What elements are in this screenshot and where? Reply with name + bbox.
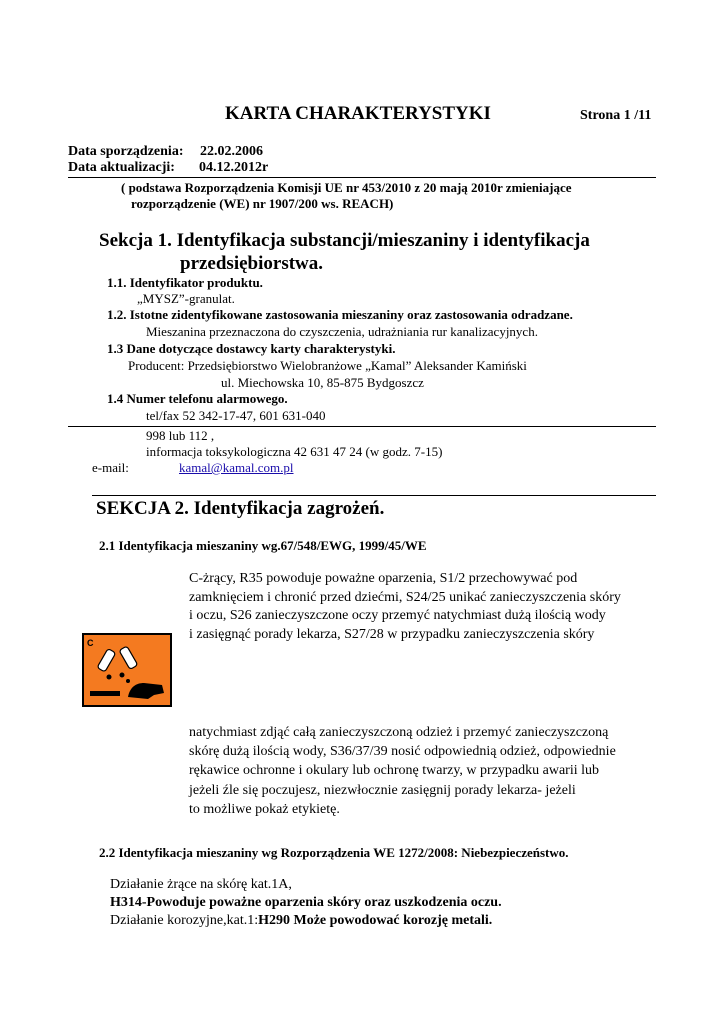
s1-2-title: 1.2. Istotne zidentyfikowane zastosowania mieszaniny oraz zastosowania odradzane.: [107, 307, 573, 322]
basis-line-2: rozporządzenie (WE) nr 1907/200 ws. REACH): [131, 196, 394, 211]
page-number: Strona 1 /11: [580, 108, 652, 123]
emergency-number: 998 lub 112 ,: [146, 428, 215, 443]
phone: tel/fax 52 342-17-47, 601 631-040: [146, 408, 326, 423]
s1-1-title: 1.1. Identyfikator produktu.: [107, 275, 263, 290]
date-updated-label: Data aktualizacji:: [68, 160, 175, 175]
hazard-paragraph-2: natychmiast zdjąć całą zanieczyszczoną odzież i przemyć zanieczyszczoną skórę dużą ilością wody, S36/37/39 nosić odpowiednią odzież, odpowiednie rękawice ochronne i okulary lub ochronę twarzy, w przypadku awarii lub jeżeli źle się poczujesz, niezwłocznie zasięgnij porady lekarza- jeżeli to możliwe pokaż etykietę.: [189, 725, 616, 817]
section1-heading-line1: Sekcja 1. Identyfikacja substancji/mieszaniny i identyfikacja: [99, 230, 590, 251]
toxicology-info: informacja toksykologiczna 42 631 47 24 (w godz. 7-15): [146, 444, 443, 459]
hazard-letter: C: [87, 638, 94, 648]
s1-2-text: Mieszanina przeznaczona do czyszczenia, udrażniania rur kanalizacyjnych.: [146, 324, 538, 339]
h290-statement: H290 Może powodować korozję metali.: [258, 913, 493, 928]
divider: [92, 495, 656, 496]
skin-corrosion-line: Działanie żrące na skórę kat.1A,: [110, 877, 292, 892]
s2-2-title: 2.2 Identyfikacja mieszaniny wg Rozporządzenia WE 1272/2008: Niebezpieczeństwo.: [99, 845, 569, 860]
corrosive-metals-line: Działanie korozyjne,kat.1:H290 Może powodować korozję metali.: [110, 913, 493, 928]
s1-4-title: 1.4 Numer telefonu alarmowego.: [107, 391, 288, 406]
document-title: KARTA CHARAKTERYSTYKI: [225, 103, 491, 124]
s1-3-title: 1.3 Dane dotyczące dostawcy karty charakterystyki.: [107, 341, 396, 356]
section2-heading: SEKCJA 2. Identyfikacja zagrożeń.: [96, 498, 385, 519]
date-created-value: 22.02.2006: [200, 144, 263, 159]
producer: Producent: Przedsiębiorstwo Wielobranżowe „Kamal” Aleksander Kamiński: [128, 358, 527, 373]
basis-line-1: ( podstawa Rozporządzenia Komisji UE nr 453/2010 z 20 mają 2010r zmieniające: [121, 180, 572, 195]
s1-1-text: „MYSZ”-granulat.: [137, 291, 235, 306]
divider: [68, 426, 656, 427]
corrosive-hazard-icon: [82, 633, 172, 707]
date-updated-value: 04.12.2012r: [199, 160, 269, 175]
email-label: e-mail:: [92, 460, 129, 475]
hazard-paragraph-1: C-żrący, R35 powoduje poważne oparzenia, S1/2 przechowywać pod zamknięciem i chronić przed dziećmi, S24/25 unikać zanieczyszczenia skóry i oczu, S26 zanieczyszczone oczy przemyć natychmiast dużą ilością wody i zasięgnąć porady lekarza, S27/28 w przypadku zanieczyszczenia skóry: [189, 571, 621, 642]
email-link[interactable]: kamal@kamal.com.pl: [179, 460, 294, 475]
h314-statement: H314-Powoduje poważne oparzenia skóry oraz uszkodzenia oczu.: [110, 895, 502, 910]
date-created-label: Data sporządzenia:: [68, 144, 184, 159]
section1-heading-line2: przedsiębiorstwa.: [180, 253, 324, 274]
divider: [68, 177, 656, 178]
s2-1-title: 2.1 Identyfikacja mieszaniny wg.67/548/EWG, 1999/45/WE: [99, 538, 427, 553]
address: ul. Miechowska 10, 85-875 Bydgoszcz: [221, 375, 424, 390]
